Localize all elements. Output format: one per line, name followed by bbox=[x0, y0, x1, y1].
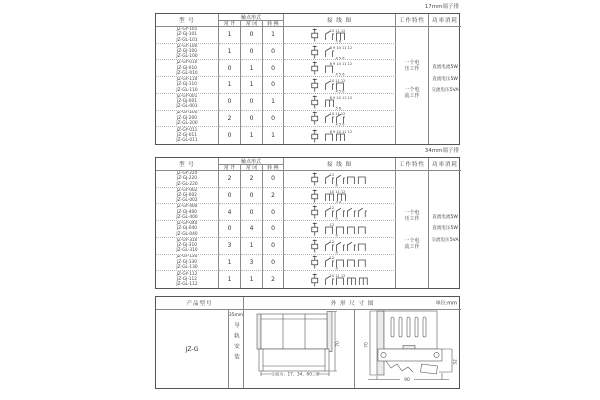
top-terminal-numbers: 12 bbox=[329, 222, 335, 227]
nc-header: 常 闭 bbox=[241, 165, 263, 171]
model-line: JZ-GY-101 bbox=[176, 27, 198, 32]
model-line: JZ-GL-101 bbox=[176, 37, 198, 43]
side-depth-dim: 32 bbox=[453, 359, 459, 365]
wiring-cell bbox=[284, 94, 396, 111]
top-terminal-numbers: 12 bbox=[329, 172, 335, 177]
power-line: 交流电压5VA bbox=[431, 88, 459, 94]
model-cell bbox=[156, 77, 219, 94]
top-terminal-numbers: 8 9 10 11 12 bbox=[329, 62, 353, 67]
model-line: JZ-GJ-100 bbox=[176, 48, 198, 54]
wiring-cell bbox=[284, 171, 396, 188]
bottom-terminal-numbers: 6 bbox=[335, 183, 338, 187]
wiring-diagram bbox=[284, 77, 395, 93]
model-line: JZ-GY-110 bbox=[176, 77, 198, 83]
wiring-cell bbox=[284, 111, 396, 128]
power-line: 直流电流5W bbox=[432, 65, 458, 71]
bottom-terminal-numbers: 6 bbox=[335, 216, 338, 221]
rail-clip-spring bbox=[386, 361, 413, 372]
wiring-cell bbox=[284, 255, 396, 272]
top-terminal-numbers: 10 11 12 bbox=[329, 273, 346, 278]
model-line: JZ-GY-112 bbox=[176, 271, 198, 277]
coil-symbol bbox=[312, 210, 318, 215]
wiring-header: 接 线 图 bbox=[284, 158, 396, 171]
nc-count: 0 bbox=[241, 94, 263, 111]
model-line: JZ-GJ-002 bbox=[176, 192, 198, 198]
contact-form-header: 触点形式 bbox=[219, 158, 284, 165]
coil-symbol bbox=[312, 83, 318, 88]
model-header: 型 号 bbox=[156, 158, 219, 171]
model-line: JZ-GJ-200 bbox=[176, 115, 198, 121]
nc-count: 0 bbox=[241, 111, 263, 128]
no-count: 1 bbox=[219, 255, 241, 272]
unit-label: 单位:mm bbox=[435, 300, 457, 307]
model-cell bbox=[156, 111, 219, 128]
bottom-terminal-numbers: 5 6 bbox=[335, 39, 342, 43]
no-count: 1 bbox=[219, 271, 241, 288]
bottom-terminal-numbers: 3 4 bbox=[335, 199, 342, 204]
nc-count: 2 bbox=[241, 171, 263, 188]
characteristic-text: 一个电流工作 bbox=[404, 237, 420, 250]
model-line: JZ-GL-011 bbox=[176, 138, 198, 144]
model-line: JZ-GJ-010 bbox=[176, 65, 198, 71]
wiring-diagram bbox=[284, 171, 395, 187]
wiring-cell bbox=[284, 204, 396, 221]
outline-header-label: 外 形 尺 寸 图 bbox=[330, 301, 375, 307]
contact-form-header: 触点形式 bbox=[219, 14, 284, 21]
nc-count: 1 bbox=[241, 127, 263, 144]
model-line: JZ-GY-010 bbox=[176, 60, 198, 66]
model-line: JZ-GJ-112 bbox=[176, 276, 198, 282]
contact-table-17mm bbox=[155, 13, 460, 145]
coil-symbol bbox=[312, 244, 318, 249]
no-count: 2 bbox=[219, 111, 241, 128]
co-count: 0 bbox=[263, 44, 284, 61]
coil-symbol bbox=[312, 66, 318, 71]
bottom-terminal-numbers: 4 5 6 bbox=[335, 72, 345, 77]
model-cell bbox=[156, 44, 219, 61]
model-line: JZ-GJ-110 bbox=[176, 82, 198, 88]
no-count: 0 bbox=[219, 221, 241, 238]
no-header: 常 开 bbox=[219, 165, 241, 171]
wiring-diagram bbox=[284, 44, 395, 60]
power-header: 功率消耗 bbox=[429, 158, 461, 171]
no-count: 2 bbox=[219, 171, 241, 188]
top-terminal-numbers: 12 bbox=[329, 256, 335, 261]
model-line: JZ-GY-310 bbox=[176, 237, 198, 243]
characteristic-text: 一个电压工作 bbox=[404, 59, 420, 72]
co-count: 1 bbox=[263, 27, 284, 44]
wiring-cell bbox=[284, 127, 396, 144]
co-count: 2 bbox=[263, 188, 284, 205]
power-header: 功率消耗 bbox=[429, 14, 461, 27]
top-terminal-numbers: 8 9 10 11 12 bbox=[329, 45, 353, 50]
rail-mount-label: 导轨安装 bbox=[233, 322, 239, 364]
characteristic-text: 一个电流工作 bbox=[404, 86, 420, 99]
coil-symbol bbox=[312, 261, 318, 266]
model-cell bbox=[156, 171, 219, 188]
outline-header bbox=[244, 297, 461, 310]
model-cell bbox=[156, 255, 219, 272]
co-count: 2 bbox=[263, 271, 284, 288]
coil-symbol bbox=[312, 117, 318, 122]
wiring-diagram bbox=[284, 221, 395, 237]
co-header: 转 换 bbox=[263, 165, 284, 171]
front-height-dim: 70 bbox=[336, 341, 341, 347]
model-line: JZ-GJ-040 bbox=[176, 226, 198, 232]
product-model-header: 产品型号 bbox=[156, 297, 244, 310]
model-line: JZ-GY-200 bbox=[176, 110, 198, 116]
wiring-diagram bbox=[284, 94, 395, 110]
power-lines bbox=[429, 62, 461, 97]
coil-symbol bbox=[312, 50, 318, 55]
no-count: 4 bbox=[219, 204, 241, 221]
characteristic-header: 工作特性 bbox=[396, 158, 429, 171]
power-line: 直流电压5W bbox=[432, 76, 458, 82]
model-line: JZ-GL-310 bbox=[176, 248, 198, 254]
power-cell bbox=[429, 171, 461, 288]
top-terminal-numbers: 10 11 12 bbox=[329, 112, 346, 117]
model-line: JZ-GY-040 bbox=[176, 221, 198, 227]
top-terminal-numbers: 10 11 12 bbox=[329, 189, 346, 194]
wiring-cell bbox=[284, 221, 396, 238]
model-line: JZ-GL-100 bbox=[176, 54, 198, 60]
characteristic-cell bbox=[396, 171, 429, 288]
bottom-terminal-numbers: 4 5 6 bbox=[335, 122, 345, 127]
front-view-diagram bbox=[244, 310, 354, 388]
model-line: JZ-GL-130 bbox=[176, 265, 198, 271]
model-line: JZ-GJ-220 bbox=[176, 176, 198, 182]
no-count: 1 bbox=[219, 77, 241, 94]
bottom-terminal-numbers: 6 bbox=[335, 233, 338, 237]
co-count: 0 bbox=[263, 238, 284, 255]
front-width-note: 分别为：17、34、60三种 bbox=[270, 371, 321, 377]
model-line: JZ-GL-010 bbox=[176, 70, 198, 76]
bottom-terminal-numbers: 4 5 6 bbox=[335, 89, 345, 93]
characteristic-header: 工作特性 bbox=[396, 14, 429, 27]
no-count: 1 bbox=[219, 44, 241, 61]
coil-symbol bbox=[312, 100, 318, 105]
power-line: 交流电压5VA bbox=[431, 237, 459, 243]
nc-count: 0 bbox=[241, 44, 263, 61]
wiring-diagram bbox=[284, 204, 395, 220]
side-height-dim: 70 bbox=[364, 342, 370, 348]
no-header: 常 开 bbox=[219, 21, 241, 27]
power-line: 直流电压5W bbox=[432, 226, 458, 232]
model-line: JZ-GY-001 bbox=[176, 93, 198, 99]
nc-header: 常 闭 bbox=[241, 21, 263, 27]
side-width-dim: 90 bbox=[404, 378, 410, 383]
model-line: JZ-GY-220 bbox=[176, 171, 198, 176]
product-model-cell: JZ-G bbox=[156, 310, 229, 388]
co-count: 0 bbox=[263, 60, 284, 77]
power-lines bbox=[429, 212, 461, 247]
nc-count: 3 bbox=[241, 255, 263, 272]
wiring-diagram bbox=[284, 128, 395, 144]
top-terminal-numbers: 12 bbox=[329, 239, 335, 244]
model-line: JZ-GJ-310 bbox=[176, 243, 198, 249]
co-count: 0 bbox=[263, 111, 284, 128]
wiring-diagram bbox=[284, 111, 395, 127]
top-terminal-numbers: 10 11 12 bbox=[329, 28, 346, 33]
nc-count: 1 bbox=[241, 77, 263, 94]
coil-symbol bbox=[312, 278, 318, 283]
model-cell bbox=[156, 94, 219, 111]
model-line: JZ-GL-002 bbox=[176, 198, 198, 204]
dimension-table bbox=[155, 296, 460, 389]
model-line: JZ-GJ-011 bbox=[176, 132, 198, 138]
wiring-diagram bbox=[284, 255, 395, 271]
model-cell bbox=[156, 238, 219, 255]
model-cell bbox=[156, 60, 219, 77]
model-line: JZ-GJ-400 bbox=[176, 209, 198, 215]
coil-symbol bbox=[312, 134, 318, 139]
top-terminal-numbers: 8 9 10 11 12 bbox=[329, 95, 353, 100]
wiring-cell bbox=[284, 27, 396, 44]
no-count: 3 bbox=[219, 238, 241, 255]
contact-table-34mm bbox=[155, 157, 460, 289]
side-view-shapes bbox=[368, 311, 452, 380]
wiring-cell bbox=[284, 271, 396, 288]
power-cell bbox=[429, 27, 461, 144]
nc-count: 0 bbox=[241, 188, 263, 205]
co-count: 1 bbox=[263, 127, 284, 144]
model-line: JZ-GJ-130 bbox=[176, 259, 198, 265]
nc-count: 1 bbox=[241, 60, 263, 77]
wiring-header: 接 线 图 bbox=[284, 14, 396, 27]
wiring-cell bbox=[284, 77, 396, 94]
bottom-terminal-numbers: 6 bbox=[335, 250, 338, 254]
wiring-diagram bbox=[284, 272, 395, 288]
model-line: JZ-GY-011 bbox=[176, 127, 198, 133]
model-line: JZ-GL-112 bbox=[176, 282, 198, 288]
no-count: 0 bbox=[219, 94, 241, 111]
nc-count: 0 bbox=[241, 204, 263, 221]
coil-symbol bbox=[312, 33, 318, 38]
characteristic-cell bbox=[396, 27, 429, 144]
bottom-terminal-numbers: 6 bbox=[335, 266, 338, 271]
model-line: JZ-GJ-001 bbox=[176, 99, 198, 105]
no-count: 0 bbox=[219, 188, 241, 205]
co-header: 转 换 bbox=[263, 21, 284, 27]
wiring-cell bbox=[284, 188, 396, 205]
model-cell bbox=[156, 221, 219, 238]
co-count: 0 bbox=[263, 221, 284, 238]
model-line: JZ-GL-200 bbox=[176, 121, 198, 127]
co-count: 1 bbox=[263, 94, 284, 111]
front-view-shapes bbox=[257, 312, 337, 377]
co-count: 0 bbox=[263, 204, 284, 221]
wiring-diagram bbox=[284, 238, 395, 254]
no-count: 0 bbox=[219, 60, 241, 77]
wiring-cell bbox=[284, 44, 396, 61]
bottom-terminal-numbers: 5 6 bbox=[335, 106, 342, 110]
bottom-terminal-numbers: 4 5 6 bbox=[335, 55, 345, 60]
side-view-diagram bbox=[355, 310, 461, 388]
top-terminal-numbers: 8 9 10 11 12 bbox=[329, 129, 353, 134]
wiring-diagram bbox=[284, 27, 395, 43]
rail-width-label: 35mm bbox=[229, 313, 244, 318]
co-count: 0 bbox=[263, 77, 284, 94]
model-cell bbox=[156, 204, 219, 221]
wiring-diagram bbox=[284, 60, 395, 76]
model-line: JZ-GY-002 bbox=[176, 187, 198, 193]
model-cell bbox=[156, 188, 219, 205]
no-count: 0 bbox=[219, 127, 241, 144]
coil-symbol bbox=[312, 227, 318, 232]
coil-symbol bbox=[312, 177, 318, 182]
wiring-cell bbox=[284, 238, 396, 255]
nc-count: 1 bbox=[241, 271, 263, 288]
co-count: 0 bbox=[263, 255, 284, 272]
model-line: JZ-GL-400 bbox=[176, 214, 198, 220]
no-count: 1 bbox=[219, 27, 241, 44]
terminal-note-17mm: 17mm端子排 bbox=[424, 4, 459, 10]
top-terminal-numbers: 10 11 12 bbox=[329, 78, 346, 83]
model-line: JZ-GY-130 bbox=[176, 254, 198, 260]
model-line: JZ-GL-110 bbox=[176, 87, 198, 93]
power-line: 直流电流5W bbox=[432, 214, 458, 220]
model-cell bbox=[156, 127, 219, 144]
model-line: JZ-GL-001 bbox=[176, 104, 198, 110]
top-terminal-numbers: 12 bbox=[329, 206, 335, 211]
model-line: JZ-GJ-101 bbox=[176, 32, 198, 38]
co-count: 0 bbox=[263, 171, 284, 188]
model-line: JZ-GY-100 bbox=[176, 43, 198, 49]
model-header: 型 号 bbox=[156, 14, 219, 27]
mount-cell bbox=[229, 310, 244, 388]
outline-diagrams bbox=[244, 310, 461, 388]
nc-count: 0 bbox=[241, 27, 263, 44]
wiring-diagram bbox=[284, 188, 395, 204]
model-line: JZ-GY-400 bbox=[176, 204, 198, 210]
model-line: JZ-GL-220 bbox=[176, 181, 198, 187]
model-line: JZ-GL-040 bbox=[176, 231, 198, 237]
model-cell bbox=[156, 271, 219, 288]
characteristic-text: 一个电压工作 bbox=[404, 209, 420, 222]
terminal-note-34mm: 34mm端子排 bbox=[424, 148, 459, 154]
model-cell bbox=[156, 27, 219, 44]
nc-count: 4 bbox=[241, 221, 263, 238]
coil-symbol bbox=[312, 194, 318, 199]
nc-count: 1 bbox=[241, 238, 263, 255]
wiring-cell bbox=[284, 60, 396, 77]
